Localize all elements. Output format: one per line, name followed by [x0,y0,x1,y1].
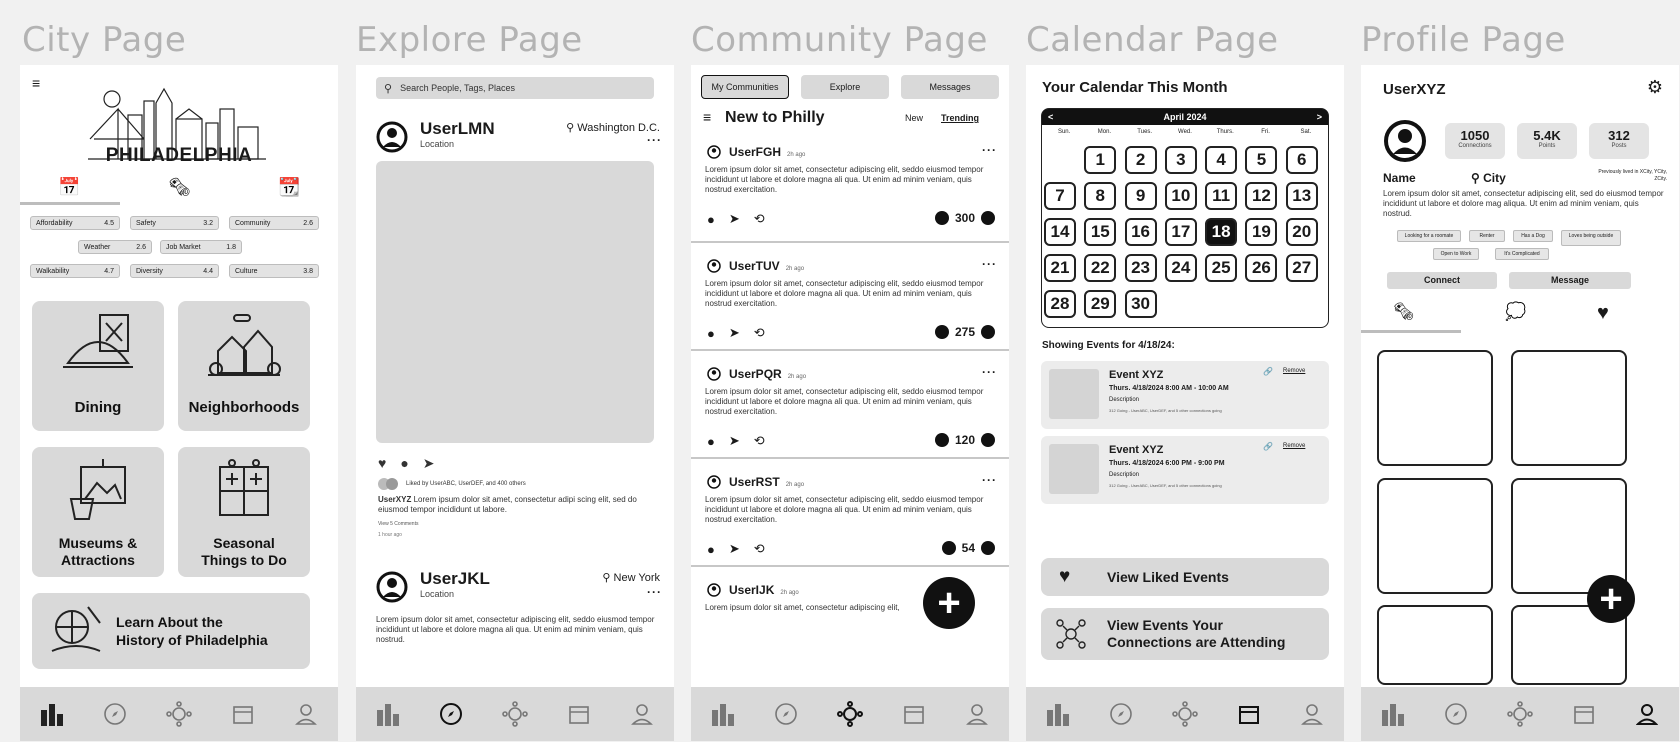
avatar[interactable] [1383,119,1427,163]
heart-icon[interactable]: ♥ [378,455,387,471]
seasonal-tile[interactable] [178,447,310,577]
calendar-days [1044,146,1326,318]
nav-calendar-icon[interactable] [228,699,258,729]
post-username[interactable]: UserIJK 2h ago [729,583,799,597]
likes-tab-icon[interactable]: ♥ [1597,302,1609,324]
vote-control: 120 [935,433,995,447]
pin-icon: ⚲ [602,572,614,584]
gear-icon[interactable]: ⚙ [1646,77,1663,97]
calendar-day[interactable]: 22 [1084,254,1116,282]
community-post[interactable] [691,245,1009,351]
post-username[interactable]: UserTUV 2h ago [729,259,805,273]
liked-events-label: View Liked Events [1107,569,1229,585]
calendar-day[interactable]: 3 [1165,146,1197,174]
profile-previous-cities: Previously lived in XCity, YCity, ZCity. [1598,169,1667,182]
avatar [707,259,721,273]
vote-control: 300 [935,211,995,225]
history-label-2: History of Philadelphia [116,632,268,648]
calendar-day[interactable]: 24 [1165,254,1197,282]
profile-city: ⚲ City [1471,171,1506,185]
link-icon[interactable]: 🔗 [1263,367,1273,376]
post-username[interactable]: UserRST 2h ago [729,475,805,489]
share-icon[interactable]: ➤ [728,433,740,448]
nav-community-icon[interactable] [500,699,530,729]
seasonal-icon [212,457,276,521]
museums-tile[interactable] [32,447,164,577]
profile-username: UserXYZ [1383,81,1446,98]
calendar-day[interactable]: 2 [1125,146,1157,174]
museums-label-2: Attractions [61,552,135,568]
nav-profile-icon[interactable] [291,699,321,729]
nav-calendar-icon[interactable] [1569,699,1599,729]
nav-community-icon[interactable] [1505,699,1535,729]
posts-tab-icon[interactable]: 🗞 [1393,302,1415,321]
weekday-row: Sun. Mon. Tues. Wed. Thurs. Fri. Sat. [1057,129,1312,135]
calendar-day[interactable]: 30 [1125,290,1157,318]
tag-outside[interactable]: Loves being outside [1561,230,1621,246]
bottom-nav [20,687,338,741]
calendar-day[interactable]: 23 [1125,254,1157,282]
calendar-day[interactable]: 26 [1245,254,1277,282]
sort-trending[interactable]: Trending [941,113,979,123]
comment-icon[interactable]: ● [707,433,715,449]
calendar-day[interactable]: 4 [1205,146,1237,174]
downvote-icon[interactable] [981,211,995,225]
frame-title-calendar: Calendar Page [1026,20,1279,60]
nav-explore-icon[interactable] [1106,699,1136,729]
tab-my-communities[interactable]: My Communities [701,75,789,99]
avatar [707,475,721,489]
post-username[interactable]: UserLMN [420,119,495,138]
nav-community-icon[interactable] [164,699,194,729]
calendar-day[interactable]: 12 [1245,182,1277,210]
post-caption: UserXYZ Lorem ipsum dolor sit amet, consectetur adipi scing elit, sed do eiusmod tempor incididunt ut labore. [378,495,637,514]
add-post-button[interactable]: + [923,577,975,629]
seasonal-label: Seasonal [213,535,275,551]
event-going: 312 Going - UserABC, UserDEF, and 5 other connections going [1109,408,1222,413]
explore-page [356,65,674,741]
more-options-icon[interactable]: ··· [647,585,662,599]
calendar-day[interactable]: 18 [1205,218,1237,246]
event-thumbnail [1049,369,1099,419]
stat-connections[interactable]: 1050 Connections [1445,123,1505,159]
nav-community-icon[interactable] [835,699,865,729]
post-body: Lorem ipsum dolor sit amet, consectetur adipiscing elit, [705,603,900,612]
rating-walkability: Walkability 4.7 [30,264,120,278]
add-post-button[interactable]: + [1587,575,1635,623]
remove-event-link[interactable]: Remove [1283,368,1306,374]
view-liked-events-button[interactable] [1041,558,1329,596]
comments-tab-icon[interactable]: 💭 [1505,302,1527,321]
profile-bio: Lorem ipsum dolor sit amet, consectetur adipiscing elit, sed do eiusmod tempor incididunt ut labore et dolore mag aliqua. Ut enim ad minim veniam, quis nostrud. [1383,189,1664,218]
frame-title-community: Community Page [691,20,988,60]
calendar-day[interactable]: 15 [1084,218,1116,246]
history-label: Learn About the [116,614,223,630]
nav-calendar-icon[interactable] [1234,699,1264,729]
vote-control: 275 [935,325,995,339]
calendar-day[interactable]: 11 [1205,182,1237,210]
grid-post[interactable] [1377,478,1493,594]
upvote-icon[interactable] [935,433,949,447]
nav-city-icon[interactable] [373,699,403,729]
tab-indicator [1361,330,1461,333]
event-description: Description [1109,397,1140,403]
nav-explore-icon[interactable] [100,699,130,729]
frame-title-city: City Page [22,20,187,60]
community-post[interactable] [691,353,1009,459]
nav-profile-icon[interactable] [627,699,657,729]
tab-messages[interactable]: Messages [901,75,999,99]
calendar-heading: Your Calendar This Month [1042,79,1228,96]
nav-profile-icon[interactable] [1632,699,1662,729]
share-icon[interactable]: ➤ [728,325,740,340]
calendar-day[interactable]: 1 [1084,146,1116,174]
showing-events-label: Showing Events for 4/18/24: [1042,340,1175,351]
menu-icon[interactable]: ≡ [32,75,41,91]
community-post[interactable] [691,461,1009,567]
post-body: Lorem ipsum dolor sit amet, consectetur adipiscing elit, seddo eiusmod tempor incididunt ut labore et dolore magna ali qua. Ut enim ad minim veniam, quis nostrud exercitation. [705,165,984,194]
calendar-day[interactable]: 17 [1165,218,1197,246]
more-options-icon[interactable]: ··· [982,143,997,157]
search-icon: ⚲ [384,82,393,95]
post-location: ⚲ Washington D.C. [566,122,660,134]
rating-weather: Weather 2.6 [78,240,152,254]
avatar[interactable] [376,571,408,603]
share-icon[interactable]: ➤ [422,455,435,471]
rating-job-market: Job Market 1.8 [160,240,242,254]
city-name: PHILADELPHIA [105,145,253,166]
calendar-day[interactable]: 6 [1286,146,1318,174]
museums-label: Museums & [58,535,138,551]
vote-control: 54 [942,541,995,555]
next-month-icon[interactable]: > [1316,112,1322,122]
rating-culture: Culture 3.8 [229,264,319,278]
calendar-icon[interactable]: 📆 [278,177,301,197]
rating-diversity: Diversity 4.4 [130,264,219,278]
event-title: Event XYZ [1109,444,1164,456]
search-input[interactable]: Search People, Tags, Places [400,83,515,93]
more-options-icon[interactable]: ··· [982,365,997,379]
grid-post[interactable] [1377,605,1493,685]
tab-indicator [20,202,120,205]
event-time: Thurs. 4/18/2024 6:00 PM - 9:00 PM [1109,460,1225,467]
remove-event-link[interactable]: Remove [1283,443,1306,449]
stat-posts[interactable]: 312 Posts [1589,123,1649,159]
view-connections-events-button[interactable] [1041,608,1329,660]
calendar-day[interactable]: 10 [1165,182,1197,210]
post-actions [707,325,765,341]
comment-icon[interactable]: ● [400,455,409,471]
city-page [20,65,338,741]
link-icon[interactable]: 🔗 [1263,442,1273,451]
upvote-icon[interactable] [942,541,956,555]
community-page [691,65,1009,741]
grid-post[interactable] [1377,350,1493,466]
post-body: Lorem ipsum dolor sit amet, consectetur adipiscing elit, seddo eiusmod tempor incididunt ut labore et dolore magna ali qua. Ut enim ad minim veniam, quis nostrud exercitation. [705,279,984,308]
post-image[interactable] [376,161,654,443]
neighborhoods-tile[interactable] [178,301,310,431]
nav-city-icon[interactable] [1043,699,1073,729]
avatar [707,583,721,597]
post-body: Lorem ipsum dolor sit amet, consectetur adipiscing elit, seddo eiusmod tempor incididunt ut labore et dolore magna ali qua. Ut enim ad minim veniam, quis nostrud. [376,615,655,644]
post-body: Lorem ipsum dolor sit amet, consectetur adipiscing elit, seddo eiusmod tempor incididunt ut labore et dolore magna ali qua. Ut enim ad minim veniam, quis nostrud exercitation. [705,495,984,524]
globe-book-icon [46,603,106,659]
search-bar[interactable] [376,77,654,99]
liker-avatars [378,478,400,490]
avatar [707,367,721,381]
profile-name: Name [1383,171,1416,185]
message-button[interactable]: Message [1509,272,1631,289]
calendar-month: April 2024 [1163,112,1207,122]
more-options-icon[interactable]: ··· [647,133,662,147]
frame-title-profile: Profile Page [1361,20,1566,60]
event-card[interactable] [1041,436,1329,504]
rating-community: Community 2.6 [229,216,319,230]
comment-icon[interactable]: ● [707,325,715,341]
prev-month-icon[interactable]: < [1048,112,1054,122]
nav-explore-icon[interactable] [436,699,466,729]
event-thumbnail [1049,444,1099,494]
rating-safety: Safety 3.2 [130,216,219,230]
post-actions [707,433,765,449]
calendar-day[interactable]: 29 [1084,290,1116,318]
event-going: 312 Going - UserABC, UserDEF, and 5 other connections going [1109,483,1222,488]
repost-icon[interactable]: ⟲ [753,211,765,226]
tag-roommate[interactable]: Looking for a roomate [1397,230,1461,242]
nav-calendar-icon[interactable] [899,699,929,729]
nav-city-icon[interactable] [1378,699,1408,729]
post-username[interactable]: UserFGH 2h ago [729,145,806,159]
liked-by: Liked by UserABC, UserDEF, and 400 others [378,478,526,490]
downvote-icon[interactable] [981,325,995,339]
grid-post[interactable] [1511,350,1627,466]
connections-events-label-2: Connections are Attending [1107,634,1286,650]
calendar-day[interactable]: 5 [1245,146,1277,174]
seasonal-label-2: Things to Do [201,552,287,568]
pin-icon: ⚲ [566,122,578,134]
post-sublocation: Location [420,589,455,599]
neighborhoods-label: Neighborhoods [188,399,300,416]
nav-community-icon[interactable] [1170,699,1200,729]
calendar-empty-cell [1044,146,1084,174]
dining-label: Dining [74,399,122,416]
repost-icon[interactable]: ⟲ [753,433,765,448]
nav-explore-icon[interactable] [1441,699,1471,729]
calendar-day[interactable]: 25 [1205,254,1237,282]
frame-title-explore: Explore Page [356,20,583,60]
dining-icon [58,311,138,381]
repost-icon[interactable]: ⟲ [753,541,765,556]
bottom-nav [1361,687,1679,741]
nav-profile-icon[interactable] [1297,699,1327,729]
post-sublocation: Location [420,139,455,149]
bottom-nav [691,687,1009,741]
nav-calendar-icon[interactable] [564,699,594,729]
calendar-day[interactable]: 7 [1044,182,1076,210]
event-card[interactable] [1041,361,1329,429]
community-post[interactable] [691,137,1009,243]
view-comments-link[interactable]: View 5 Comments [378,521,419,527]
nav-profile-icon[interactable] [962,699,992,729]
post-location: ⚲ New York [602,572,660,584]
calendar-day[interactable]: 13 [1286,182,1318,210]
post-actions [707,211,765,227]
profile-page [1361,65,1679,741]
network-icon [1055,618,1087,650]
avatar[interactable] [376,121,408,153]
downvote-icon[interactable] [981,541,995,555]
bottom-nav [356,687,674,741]
event-description: Description [1109,472,1140,478]
neighborhoods-icon [204,311,284,381]
stat-points[interactable]: 5.4K Points [1517,123,1577,159]
comment-icon[interactable]: ● [707,541,715,557]
upvote-icon[interactable] [935,325,949,339]
calendar-page [1026,65,1344,741]
downvote-icon[interactable] [981,433,995,447]
news-icon[interactable]: 🗞 [168,177,191,197]
nav-explore-icon[interactable] [771,699,801,729]
more-options-icon[interactable]: ··· [982,473,997,487]
museum-icon [63,457,133,523]
post-actions [707,541,765,557]
nav-city-icon[interactable] [37,699,67,729]
share-icon[interactable]: ➤ [728,541,740,556]
calendar-day[interactable]: 27 [1286,254,1318,282]
post-body: Lorem ipsum dolor sit amet, consectetur adipiscing elit, seddo eiusmod tempor incididunt ut labore et dolore magna ali qua. Ut enim ad minim veniam, quis nostrud exercitation. [705,387,984,416]
calendar-day[interactable]: 8 [1084,182,1116,210]
connections-events-label: View Events Your [1107,617,1223,633]
tab-explore[interactable]: Explore [801,75,889,99]
post-actions [378,455,435,472]
post-time: 1 hour ago [378,532,402,538]
repost-icon[interactable]: ⟲ [753,325,765,340]
post-username[interactable]: UserJKL [420,569,490,588]
rating-affordability: Affordability 4.5 [30,216,120,230]
tag-complicated[interactable]: It's Complicated [1495,248,1549,260]
calendar-day[interactable]: 28 [1044,290,1076,318]
upvote-icon[interactable] [935,211,949,225]
pin-icon: ⚲ [1471,171,1484,185]
dining-tile[interactable] [32,301,164,431]
tag-renter[interactable]: Renter [1469,230,1505,242]
sort-new[interactable]: New [905,113,924,123]
nav-city-icon[interactable] [708,699,738,729]
more-options-icon[interactable]: ··· [982,257,997,271]
calendar-header [1042,109,1328,125]
tag-open-to-work[interactable]: Open to Work [1433,248,1479,260]
share-icon[interactable]: ➤ [728,211,740,226]
event-time: Thurs. 4/18/2024 8:00 AM - 10:00 AM [1109,385,1229,392]
calendar-day[interactable]: 9 [1125,182,1157,210]
calendar-day[interactable]: 16 [1125,218,1157,246]
calendar-day[interactable]: 20 [1286,218,1318,246]
calendar-day[interactable]: 21 [1044,254,1076,282]
heart-icon: ♥ [1059,566,1071,587]
bottom-nav [1026,687,1344,741]
post-username[interactable]: UserPQR 2h ago [729,367,807,381]
community-title: New to Philly [725,109,825,126]
comment-icon[interactable]: ● [707,211,715,227]
menu-icon[interactable]: ≡ [703,109,712,125]
tag-has-dog[interactable]: Has a Dog [1513,230,1553,242]
calendar-day[interactable]: 14 [1044,218,1076,246]
connect-button[interactable]: Connect [1387,272,1497,289]
calendar-badge-icon[interactable]: 📅 [58,177,81,197]
event-title: Event XYZ [1109,369,1164,381]
avatar [707,145,721,159]
history-tile[interactable] [32,593,310,669]
calendar-day[interactable]: 19 [1245,218,1277,246]
